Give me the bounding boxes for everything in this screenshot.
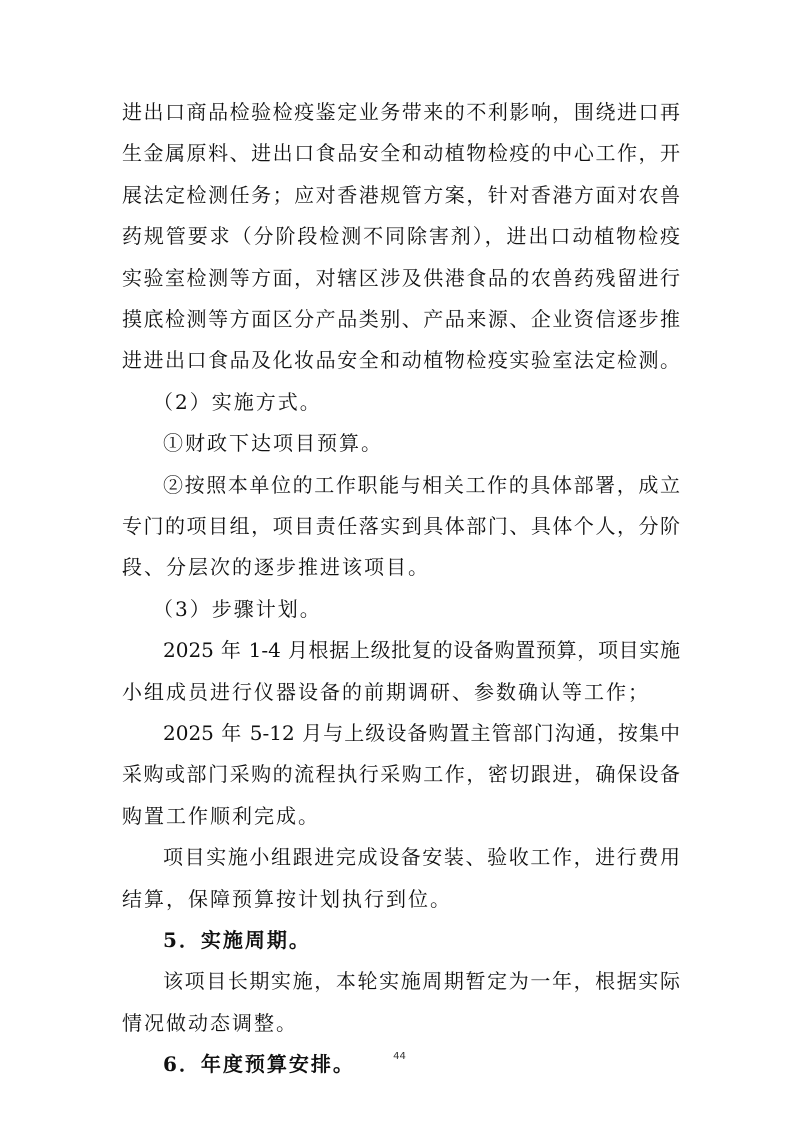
body-line: 情况做动态调整。 — [122, 1010, 298, 1035]
body-line: 该项目长期实施，本轮实施周期暂定为一年，根据实际 — [163, 969, 680, 994]
plan-step-installation: 项目实施小组跟进完成设备安装、验收工作，进行费用 — [163, 845, 680, 870]
body-line: 小组成员进行仪器设备的前期调研、参数确认等工作； — [122, 679, 650, 704]
body-line: 购置工作顺利完成。 — [122, 803, 320, 828]
body-line: 结算，保障预算按计划执行到位。 — [122, 886, 452, 911]
section-heading-implementation-period: 5．实施周期。 — [163, 928, 311, 952]
list-item-budget: ①财政下达项目预算。 — [163, 431, 383, 456]
body-line: 采购或部门采购的流程执行采购工作，密切跟进，确保设备 — [122, 762, 680, 787]
body-line: 展法定检测任务；应对香港规管方案，针对香港方面对农兽 — [122, 182, 680, 207]
page-number: 44 — [393, 1051, 406, 1062]
list-item-project-team: ②按照本单位的工作职能与相关工作的具体部署，成立 — [163, 472, 680, 497]
plan-step-jan-apr: 2025 年 1-4 月根据上级批复的设备购置预算，项目实施 — [163, 638, 680, 663]
body-line: 生金属原料、进出口食品安全和动植物检疫的中心工作，开 — [122, 141, 680, 166]
body-line: 实验室检测等方面，对辖区涉及供港食品的农兽药残留进行 — [122, 265, 680, 290]
body-line: 进出口商品检验检疫鉴定业务带来的不利影响，围绕进口再 — [122, 100, 680, 124]
subsection-heading-implementation-method: （2）实施方式。 — [153, 389, 322, 414]
body-line: 专门的项目组，项目责任落实到具体部门、具体个人，分阶 — [122, 514, 680, 538]
body-line: 段、分层次的逐步推进该项目。 — [122, 555, 430, 580]
body-line: 摸底检测等方面区分产品类别、产品来源、企业资信逐步推 — [122, 307, 680, 331]
subsection-heading-step-plan: （3）步骤计划。 — [153, 596, 322, 621]
body-line: 进进出口食品及化妆品安全和动植物检疫实验室法定检测。 — [122, 348, 680, 373]
section-heading-annual-budget: 6．年度预算安排。 — [163, 1052, 355, 1077]
body-line: 药规管要求（分阶段检测不同除害剂），进出口动植物检疫 — [122, 224, 680, 249]
plan-step-may-dec: 2025 年 5-12 月与上级设备购置主管部门沟通，按集中 — [163, 721, 680, 745]
